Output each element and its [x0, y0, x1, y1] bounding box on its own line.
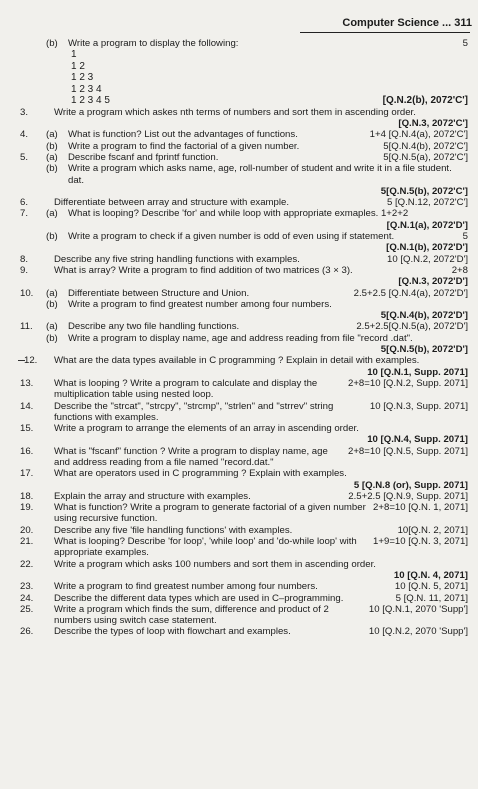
question-number: 18.	[20, 490, 34, 502]
question-marks: 2.5+2.5[Q.N.5(a), 2072'D']	[356, 321, 468, 333]
question-item	[16, 491, 468, 502]
question-text: Write a program to display name, age and address reading from file "record .dat".	[68, 332, 413, 344]
question-marks: 2+8=10 [Q.N.5, Supp. 2071]	[347, 445, 468, 457]
question-number: 23.	[20, 581, 34, 593]
sub-question-letter: (b)	[46, 332, 58, 344]
question-item	[16, 163, 468, 197]
sub-question-letter: (b)	[46, 38, 58, 49]
question-number: 12.	[24, 355, 38, 367]
question-item	[16, 502, 468, 525]
question-text: Write a program to find greatest number among four numbers.	[54, 581, 318, 593]
question-item	[16, 197, 468, 208]
question-item	[16, 525, 468, 536]
question-item	[16, 208, 468, 231]
question-marks: 2+8=10 [Q.N.2, Supp. 2071]	[347, 377, 468, 389]
question-item	[16, 559, 468, 582]
question-reference: 5[Q.N.5(b), 2072'C']	[380, 185, 468, 197]
question-item	[16, 107, 468, 130]
question-text: What is looping? Describe 'for loop', 'while loop' and 'do-while loop' with appropriate examples.	[54, 536, 357, 559]
question-marks: 2.5+2.5 [Q.N.9, Supp. 2071]	[348, 490, 468, 502]
question-number: 14.	[20, 400, 34, 412]
question-text: Describe any five 'file handling functions' with examples.	[54, 524, 293, 536]
number-pattern-block	[16, 49, 468, 107]
question-reference: 10 [Q.N. 4, 2071]	[393, 569, 468, 581]
sub-question-letter: (a)	[46, 287, 58, 299]
question-marks: 10 [Q.N.3, Supp. 2071]	[369, 400, 468, 412]
question-text: Describe any five string handling functions with examples.	[54, 253, 300, 265]
sub-question-letter: (a)	[46, 129, 58, 141]
page-header: Computer Science ... 311	[342, 17, 472, 29]
question-number: 7.	[20, 208, 29, 220]
question-number: 4.	[20, 129, 29, 141]
question-text: Explain the array and structure with examples.	[54, 490, 251, 502]
question-text: Write a program which finds the sum, difference and product of 2 numbers using switch case statement.	[54, 603, 329, 627]
question-number: 20.	[20, 524, 34, 536]
question-item	[16, 288, 468, 299]
question-text: Differentiate between Structure and Union.	[68, 287, 250, 299]
question-number: 9.	[20, 264, 29, 276]
question-number: 13.	[20, 377, 34, 389]
question-list	[16, 38, 468, 638]
question-number: 5.	[20, 151, 29, 163]
question-text: What is looping ? Write a program to calculate and display the multiplication table using nested loop.	[54, 377, 318, 401]
question-item	[16, 378, 468, 401]
question-marks: 5	[462, 231, 468, 243]
question-text: Write a program to find greatest number among four numbers.	[68, 298, 332, 310]
question-item	[16, 299, 468, 322]
question-number: 6.	[20, 197, 29, 209]
question-item	[16, 265, 468, 288]
question-marks: 10[Q.N. 2, 2071]	[397, 524, 468, 536]
question-text: Describe the different data types which are used in C–programming.	[54, 592, 344, 604]
question-marks: 10 [Q.N.2, 2070 'Supp']	[368, 626, 468, 638]
pattern-row: 1 2 3 4	[71, 83, 102, 95]
question-reference: [Q.N.2(b), 2072'C']	[382, 95, 468, 107]
question-item	[16, 333, 468, 356]
question-reference: [Q.N.1(a), 2072'D']	[386, 219, 468, 231]
question-item	[16, 536, 468, 559]
question-reference: 10 [Q.N.1, Supp. 2071]	[367, 366, 468, 378]
question-number: 8.	[20, 253, 29, 265]
question-text: Write a program which asks 100 numbers and sort them in ascending order.	[54, 558, 376, 570]
question-marks: 5[Q.N.5(a), 2072'C']	[383, 151, 468, 163]
question-reference: 5[Q.N.4(b), 2072'D']	[380, 310, 468, 322]
question-reference: 5 [Q.N.8 (or), Supp. 2071]	[353, 479, 468, 491]
question-number: 17.	[20, 468, 34, 480]
question-text: Write a program to check if a given number is odd of even using if statement.	[68, 231, 395, 243]
sub-question-letter: (a)	[46, 321, 58, 333]
question-text: Write a program which asks name, age, roll-number of student and write it in a file student. dat.	[68, 163, 452, 186]
question-marks: 10 [Q.N.1, 2070 'Supp']	[368, 603, 468, 615]
question-marks: 1+4 [Q.N.4(a), 2072'C']	[369, 129, 468, 141]
question-text: Describe the types of loop with flowchart and examples.	[54, 626, 291, 638]
question-text: Describe any two file handling functions.	[68, 321, 240, 333]
question-number: 21.	[20, 536, 34, 548]
question-marks: 5 [Q.N.12, 2072'C']	[387, 197, 468, 209]
number-pattern	[71, 49, 468, 107]
question-text: What is function? Write a program to generate factorial of a given number using recursive function.	[54, 502, 366, 525]
question-text: What are the data types available in C programming ? Explain in detail with examples.	[54, 355, 420, 367]
question-reference: 10 [Q.N.4, Supp. 2071]	[367, 434, 468, 446]
question-text: What is looping? Describe 'for' and while loop with appropriate exmaples. 1+2+2	[68, 208, 409, 220]
sub-question-letter: (a)	[46, 151, 58, 163]
question-number: 10.	[20, 287, 34, 299]
question-item	[16, 152, 468, 163]
question-text: Differentiate between array and structure with example.	[54, 197, 289, 209]
question-item	[16, 446, 468, 469]
header-rule	[300, 32, 470, 33]
question-item	[16, 129, 468, 140]
sub-question-letter: (b)	[46, 163, 58, 175]
question-number: 16.	[20, 445, 34, 457]
pattern-row: 1 2 3 4 5	[71, 95, 110, 107]
question-reference: [Q.N.3, 2072'D']	[398, 276, 468, 288]
question-marks: 5	[462, 38, 468, 49]
question-item	[16, 581, 468, 592]
question-item	[16, 231, 468, 254]
question-number: 11.	[20, 321, 33, 333]
question-marks: 2+8=10 [Q.N. 1, 2071]	[373, 502, 468, 514]
question-text: What is function? List out the advantages of functions.	[68, 129, 298, 141]
question-marks: 5 [Q.N. 11, 2071]	[395, 592, 468, 604]
question-item	[16, 38, 468, 49]
pattern-row: 1 2 3	[71, 72, 94, 84]
question-item	[16, 355, 468, 378]
question-text: Write a program which askes nth terms of numbers and sort them in ascending order.	[54, 106, 416, 118]
question-text: Write a program to arrange the elements of an array in ascending order.	[54, 423, 359, 435]
question-item	[16, 423, 468, 446]
question-marks: 2.5+2.5 [Q.N.4(a), 2072'D']	[353, 287, 468, 299]
question-marks: 1+9=10 [Q.N. 3, 2071]	[373, 536, 468, 548]
question-item	[16, 401, 468, 424]
question-item	[16, 321, 468, 332]
question-item	[16, 626, 468, 637]
question-marks: 10 [Q.N.2, 2072'D']	[387, 253, 468, 265]
question-text: What is "fscanf" function ? Write a program to display name, age and address reading from a file named "record.dat."	[54, 445, 328, 468]
question-marks: 5[Q.N.4(b), 2072'C']	[383, 140, 468, 152]
question-number: 3.	[20, 106, 29, 118]
sub-question-letter: (b)	[46, 231, 58, 243]
question-reference: [Q.N.3, 2072'C']	[398, 118, 468, 130]
sub-question-letter: (b)	[46, 140, 58, 152]
question-item	[16, 468, 468, 491]
question-item	[16, 254, 468, 265]
question-text: Describe the "strcat", "strcpy", "strcmp", "strlen" and "strrev" string functions with examples.	[54, 400, 334, 423]
question-marks: 2+8	[451, 264, 468, 276]
question-text: What is array? Write a program to find addition of two matrices (3 × 3).	[54, 264, 353, 276]
question-item	[16, 141, 468, 152]
question-text: What are operators used in C programming ? Explain with examples.	[54, 468, 347, 480]
pattern-row: 1	[71, 49, 77, 61]
question-text: Write a program to find the factorial of a given number.	[68, 140, 300, 152]
question-number: 26.	[20, 626, 34, 638]
question-reference: [Q.N.1(b), 2072'D']	[386, 242, 468, 254]
question-number: 15.	[20, 423, 34, 435]
question-item	[16, 593, 468, 604]
sub-question-letter: (a)	[46, 208, 58, 220]
question-number: 22.	[20, 558, 34, 570]
question-marks: 10 [Q.N. 5, 2071]	[394, 581, 468, 593]
question-reference: 5[Q.N.5(b), 2072'D']	[380, 344, 468, 356]
question-number: 25.	[20, 603, 34, 615]
question-item	[16, 604, 468, 627]
question-number: 24.	[20, 592, 34, 604]
pattern-row: 1 2	[71, 60, 85, 72]
question-text: Describe fscanf and fprintf function.	[68, 151, 219, 163]
question-text: Write a program to display the following:	[68, 38, 239, 49]
question-number: 19.	[20, 502, 34, 514]
sub-question-letter: (b)	[46, 298, 58, 310]
